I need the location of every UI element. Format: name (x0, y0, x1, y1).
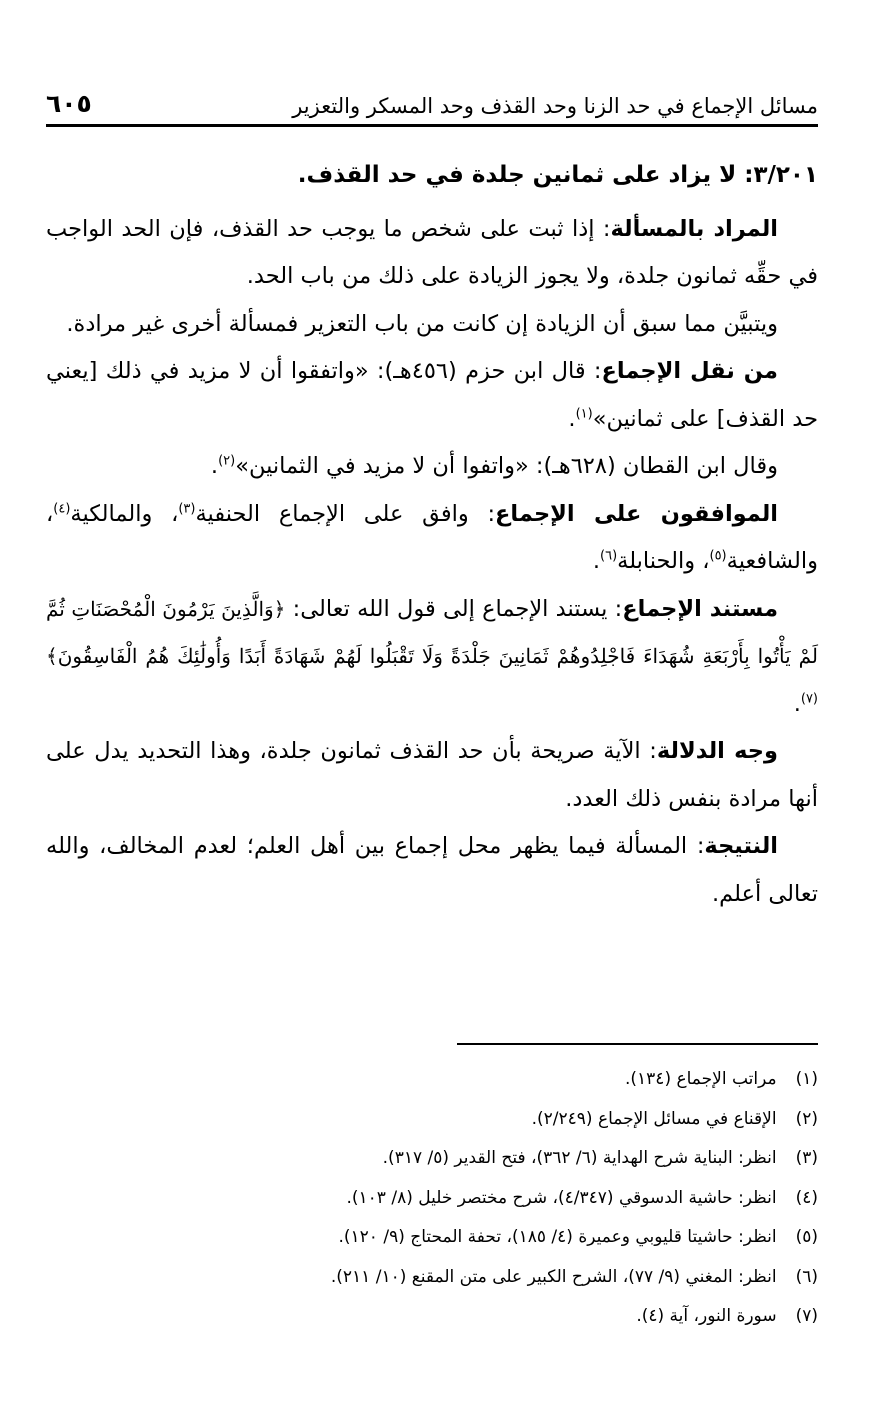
footnotes-list (46, 1060, 818, 1337)
section-heading: ٣/٢٠١: لا يزاد على ثمانين جلدة في حد القذف. (297, 162, 818, 188)
footnote-number: (١) (795, 1069, 818, 1089)
paragraph-text: : المسألة فيما يظهر محل إجماع بين أهل العلم؛ لعدم المخالف، والله تعالى أعلم. (46, 833, 818, 907)
paragraph-text: ، والحنابلة (617, 548, 710, 574)
footnote-number: (٧) (795, 1306, 818, 1326)
paragraph-clarify (46, 301, 818, 349)
footnote-ref[interactable]: (٣) (178, 501, 196, 516)
footnote-ref[interactable]: (٤) (53, 501, 71, 516)
footnote-ref[interactable]: (٥) (709, 548, 727, 564)
paragraph-end: . (210, 453, 219, 479)
paragraph-text: ، والمالكية (70, 500, 179, 527)
paragraph-lead: المراد بالمسألة (610, 215, 778, 242)
paragraph-end: . (592, 548, 600, 574)
footnote-text: انظر: حاشية الدسوقي (٤/٣٤٧)، شرح مختصر خليل (٨/ ١٠٣). (346, 1187, 777, 1208)
paragraph-lead: النتيجة (704, 833, 778, 859)
quran-verse: ﴿وَالَّذِينَ يَرْمُونَ الْمُحْصَنَاتِ ثُمَّ لَمْ يَأْتُوا بِأَرْبَعَةِ شُهَدَاءَ فَاجْلِدُوهُمْ ثَمَانِينَ جَلْدَةً وَلَا تَقْبَلُوا لَهُمْ شَهَادَةً أَبَدًا وَأُولَٰئِكَ هُمُ الْفَاسِقُونَ﴾ (46, 596, 818, 668)
paragraph-text: ، والشافعية (46, 500, 818, 574)
paragraph-text: : الآية صريحة بأن حد القذف ثمانون جلدة، وهذا التحديد يدل على أنها مرادة بنفس ذلك العدد. (46, 738, 818, 812)
footnote-text: الإقناع في مسائل الإجماع (٢/٢٤٩). (531, 1108, 777, 1129)
paragraph-text: ويتبيَّن مما سبق أن الزيادة إن كانت من باب التعزير فمسألة أخرى غير مرادة. (66, 310, 778, 337)
paragraph-ibn-qattan (46, 443, 818, 491)
footnote-number: (٥) (795, 1227, 818, 1247)
paragraph-text: وقال ابن القطان (٦٢٨هـ): «واتفوا أن لا مزيد في الثمانين» (235, 453, 778, 479)
footnote-ref[interactable]: (٦) (600, 548, 618, 564)
paragraph-lead: من نقل الإجماع (601, 358, 778, 384)
footnote-number: (٦) (795, 1266, 818, 1287)
footnote-ref[interactable]: (٧) (800, 691, 818, 706)
paragraph-lead: وجه الدلالة (656, 738, 778, 764)
footnote-item (46, 1218, 818, 1258)
paragraph-text: : إذا ثبت على شخص ما يوجب حد القذف، فإن الحد الواجب في حقِّه ثمانون جلدة، ولا يجوز الزيادة على ذلك من باب الحد. (46, 215, 818, 289)
footnote-text: انظر: البناية شرح الهداية (٦/ ٣٦٢)، فتح القدير (٥/ ٣١٧). (382, 1148, 777, 1168)
footnote-text: سورة النور، آية (٤). (636, 1306, 777, 1326)
footnote-item (46, 1258, 818, 1298)
running-title: مسائل الإجماع في حد الزنا وحد القذف وحد المسكر والتعزير (292, 94, 818, 118)
paragraph-basis (46, 586, 818, 729)
footnote-number: (٢) (795, 1108, 818, 1129)
paragraph-agreeing (46, 491, 818, 586)
footnote-text: انظر: حاشيتا قليوبي وعميرة (٤/ ١٨٥)، تحفة المحتاج (٩/ ١٢٠). (338, 1227, 777, 1247)
footnote-item (46, 1060, 818, 1100)
footnote-number: (٤) (795, 1187, 818, 1208)
paragraph-lead: مستند الإجماع (622, 595, 778, 622)
footnote-item (46, 1100, 818, 1140)
paragraph-end: . (568, 405, 576, 432)
footnote-text: مراتب الإجماع (١٣٤). (624, 1069, 777, 1089)
paragraph-result (46, 823, 818, 918)
paragraph-text: : قال ابن حزم (٤٥٦هـ): «واتفقوا أن لا مزيد في ذلك [يعني حد القذف] على ثمانين» (46, 358, 818, 432)
paragraph-text: : يستند الإجماع إلى قول الله تعالى: (292, 595, 623, 622)
paragraph-meaning (46, 206, 818, 301)
page-number: ٦٠٥ (46, 89, 92, 118)
main-text (46, 152, 818, 918)
page-header (46, 66, 818, 124)
footnote-item (46, 1297, 818, 1337)
footnote-ref[interactable]: (٢) (218, 453, 236, 469)
paragraph-lead: الموافقون على الإجماع (495, 500, 779, 527)
paragraph-text: : وافق على الإجماع الحنفية (195, 500, 496, 527)
footnote-item (46, 1139, 818, 1179)
paragraph-evidence (46, 728, 818, 823)
footnote-number: (٣) (795, 1148, 818, 1168)
header-rule (46, 124, 818, 127)
footnote-text: انظر: المغني (٩/ ٧٧)، الشرح الكبير على متن المقنع (١٠/ ٢١١). (330, 1266, 777, 1287)
footnote-ref[interactable]: (١) (575, 406, 593, 421)
paragraph-transmitters (46, 348, 818, 443)
paragraph-end: . (793, 690, 801, 717)
footnote-item (46, 1179, 818, 1219)
footnote-rule (457, 1043, 818, 1045)
